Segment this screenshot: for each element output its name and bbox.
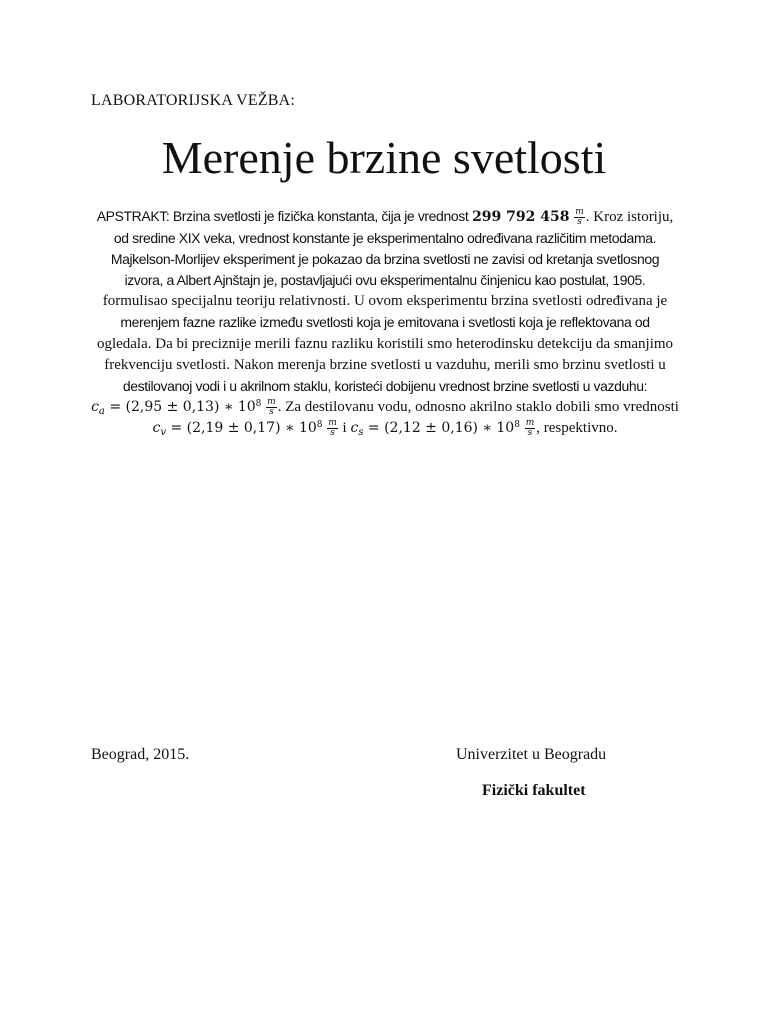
water-speed-formula: $c_v = (2,19 \pm 0,17)$ ∗ $10^8$ bbox=[152, 419, 323, 438]
abstract-text: . Kroz istoriju, bbox=[585, 209, 674, 225]
unit-fraction: $\frac{m}{s}$ bbox=[575, 207, 584, 228]
abstract-line-9: destilovanoj vodi i u akrilnom staklu, koristeći dobijenu vrednost brzine svetlosti u vazduhu: bbox=[122, 377, 648, 394]
abstract-line-3: Majkelson-Morlijev eksperiment je pokazao da brzina svetlosti ne zavisi od kretanja svetlosnog bbox=[110, 251, 660, 268]
abstract-text: APSTRAKT: Brzina svetlosti je fizička konstanta, čija je vrednost bbox=[96, 208, 469, 224]
abstract-text: . Za destilovanu vodu, odnosno akrilno staklo dobili smo vrednosti bbox=[277, 398, 679, 415]
abstract-line-2: od sredine XIX veka, vrednost konstante je eksperimentalno određivana različitim metodama. bbox=[113, 230, 657, 247]
university-name: Univerzitet u Beogradu bbox=[456, 746, 607, 763]
acrylic-speed-formula: $c_s = (2,12 \pm 0,16)$ ∗ $10^8$ bbox=[350, 419, 520, 438]
air-speed-formula: $c_a = (2,95 \pm 0,13)$ ∗ $10^8$ bbox=[91, 398, 262, 417]
abstract-line-5: formulisao specijalnu teoriju relativnosti. U ovom eksperimentu brzina svetlosti određivana je bbox=[102, 293, 668, 310]
abstract-line-4: izvora, a Albert Ajnštajn je, postavljajući ovu eksperimentalnu činjenicu kao postulat, 1905. bbox=[124, 272, 646, 289]
conjunction: i bbox=[342, 419, 347, 436]
abstract bbox=[88, 206, 682, 439]
document-title: Merenje brzine svetlosti bbox=[161, 132, 607, 183]
city-year: Beograd, 2015. bbox=[91, 746, 190, 763]
speed-of-light-value: 299 792 458 bbox=[472, 209, 570, 225]
faculty-name: Fizički fakultet bbox=[482, 782, 586, 799]
abstract-line-10 bbox=[88, 397, 682, 418]
abstract-text: , respektivno. bbox=[536, 419, 618, 436]
abstract-line-11 bbox=[88, 418, 682, 439]
abstract-line-7: ogledala. Da bi preciznije merili faznu razliku koristili smo heterodinsku detekciju da smanjimo bbox=[96, 335, 674, 352]
abstract-line-6: merenjem fazne razlike između svetlosti koja je emitovana i svetlosti koja je reflektovana od bbox=[120, 314, 650, 331]
unit-fraction: $\frac{m}{s}$ bbox=[525, 418, 535, 438]
abstract-line-8: frekvenciju svetlosti. Nakon merenja brzine svetlosti u vazduhu, merili smo brzinu svetlosti u bbox=[104, 356, 666, 373]
abstract-line-1 bbox=[88, 206, 682, 228]
unit-fraction: $\frac{m}{s}$ bbox=[328, 418, 337, 438]
unit-fraction: $\frac{m}{s}$ bbox=[267, 396, 276, 417]
lab-exercise-label: LABORATORIJSKA VEŽBA: bbox=[91, 92, 296, 109]
